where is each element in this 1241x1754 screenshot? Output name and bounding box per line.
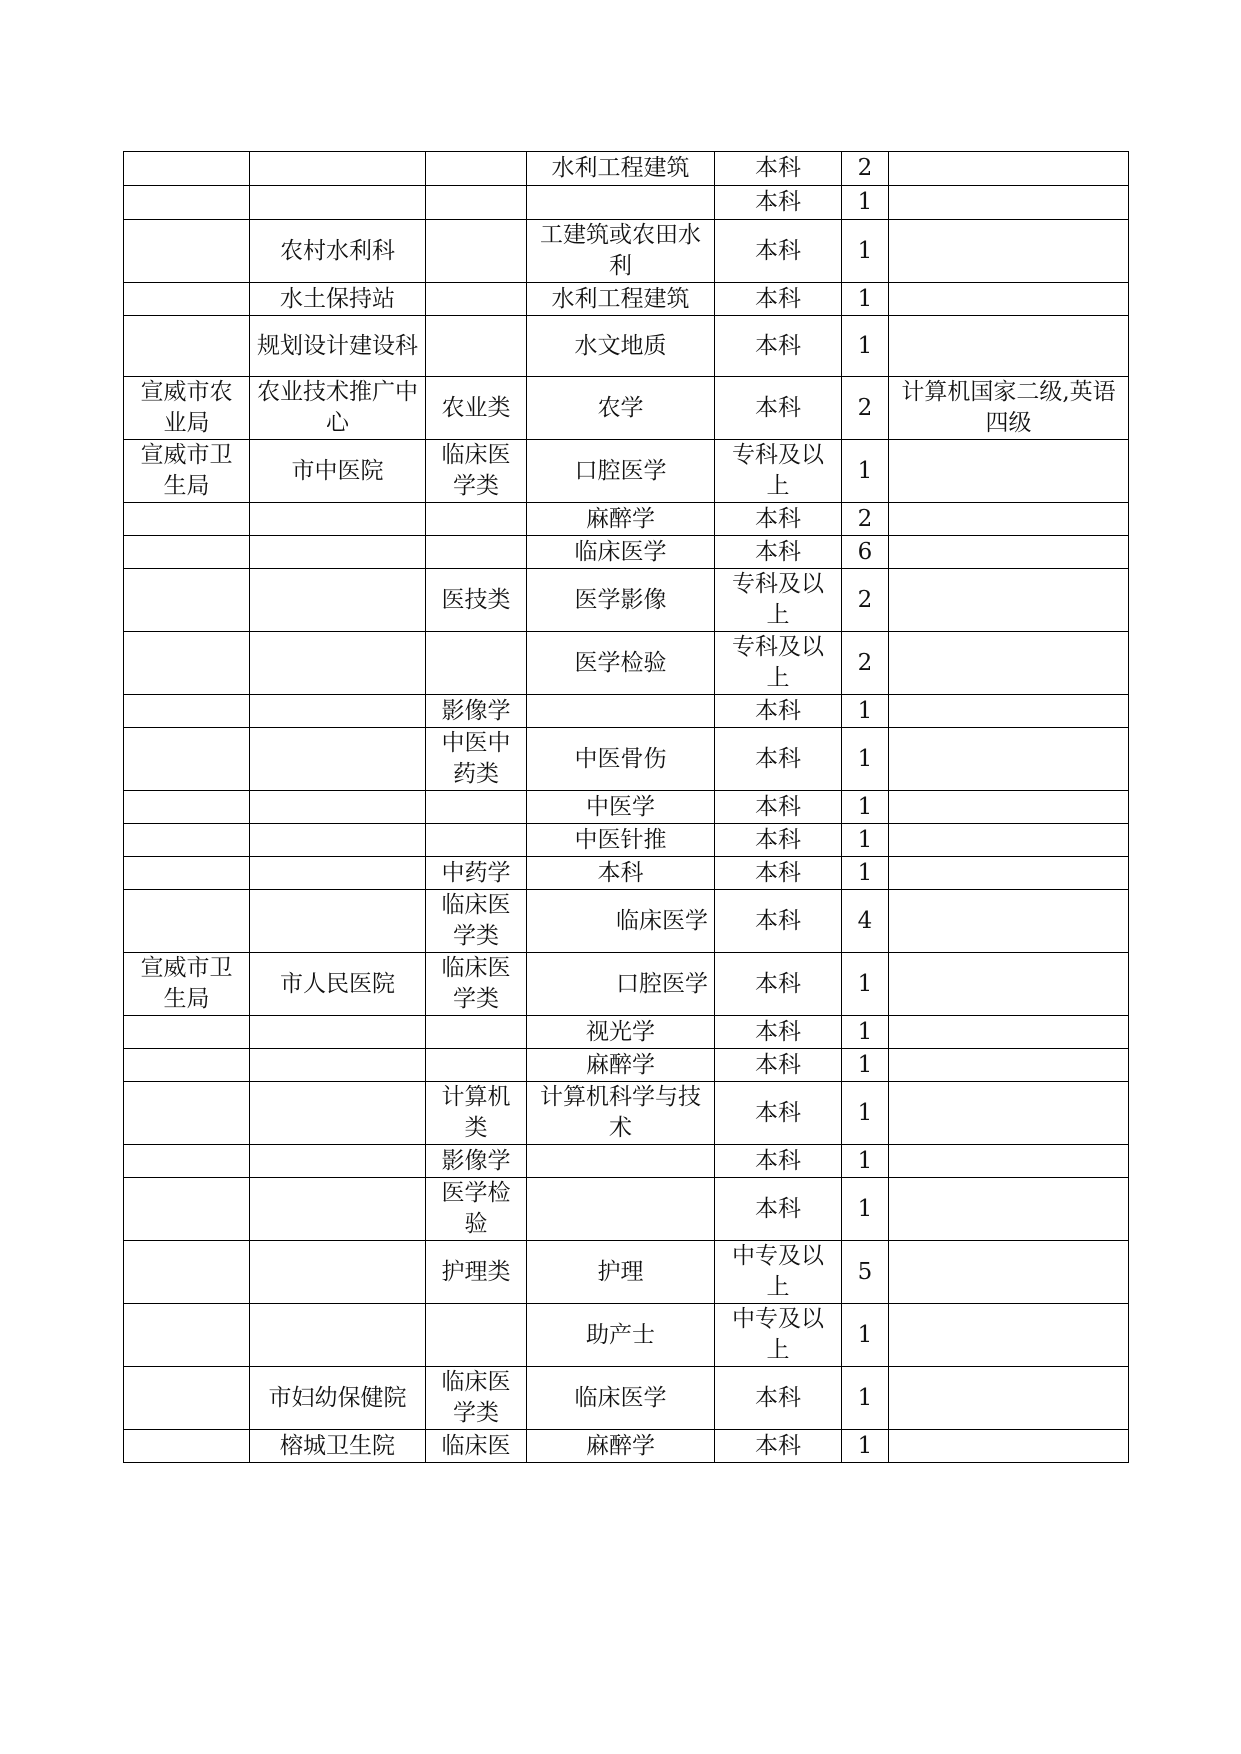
education-cell: 本科 bbox=[715, 377, 842, 440]
dept-cell bbox=[124, 569, 250, 632]
count-cell: 1 bbox=[842, 1049, 889, 1082]
count-cell: 1 bbox=[842, 728, 889, 791]
table-row bbox=[124, 695, 1129, 728]
table-row bbox=[124, 316, 1129, 377]
dept-cell bbox=[124, 1178, 250, 1241]
major-cell: 医学影像 bbox=[527, 569, 715, 632]
table-row bbox=[124, 857, 1129, 890]
count-cell: 1 bbox=[842, 1145, 889, 1178]
category-cell: 护理类 bbox=[426, 1241, 527, 1304]
dept-cell bbox=[124, 1241, 250, 1304]
table-row bbox=[124, 1178, 1129, 1241]
category-cell: 影像学 bbox=[426, 695, 527, 728]
notes-cell bbox=[889, 1016, 1129, 1049]
education-cell: 本科 bbox=[715, 695, 842, 728]
major-cell: 水利工程建筑 bbox=[527, 152, 715, 186]
unit-cell bbox=[250, 1049, 426, 1082]
table-row bbox=[124, 632, 1129, 695]
unit-cell bbox=[250, 728, 426, 791]
education-cell: 本科 bbox=[715, 953, 842, 1016]
education-cell: 本科 bbox=[715, 316, 842, 377]
education-cell: 本科 bbox=[715, 890, 842, 953]
count-cell: 2 bbox=[842, 569, 889, 632]
unit-cell bbox=[250, 152, 426, 186]
count-cell: 2 bbox=[842, 503, 889, 536]
table-row bbox=[124, 1241, 1129, 1304]
unit-cell: 市中医院 bbox=[250, 440, 426, 503]
unit-cell bbox=[250, 1304, 426, 1367]
unit-cell bbox=[250, 632, 426, 695]
category-cell bbox=[426, 1304, 527, 1367]
major-cell bbox=[527, 1145, 715, 1178]
category-cell: 临床医学类 bbox=[426, 890, 527, 953]
education-cell: 本科 bbox=[715, 1049, 842, 1082]
table-row bbox=[124, 824, 1129, 857]
unit-cell: 市人民医院 bbox=[250, 953, 426, 1016]
count-cell: 1 bbox=[842, 1178, 889, 1241]
recruitment-table bbox=[123, 151, 1129, 1463]
education-cell: 专科及以上 bbox=[715, 632, 842, 695]
count-cell: 2 bbox=[842, 152, 889, 186]
count-cell: 1 bbox=[842, 316, 889, 377]
table-row bbox=[124, 953, 1129, 1016]
count-cell: 1 bbox=[842, 695, 889, 728]
unit-cell: 农业技术推广中心 bbox=[250, 377, 426, 440]
unit-cell: 农村水利科 bbox=[250, 220, 426, 283]
unit-cell bbox=[250, 1178, 426, 1241]
table-row bbox=[124, 503, 1129, 536]
education-cell: 本科 bbox=[715, 791, 842, 824]
notes-cell bbox=[889, 503, 1129, 536]
notes-cell bbox=[889, 220, 1129, 283]
major-cell: 临床医学 bbox=[527, 890, 715, 953]
major-cell: 医学检验 bbox=[527, 632, 715, 695]
major-cell: 临床医学 bbox=[527, 1367, 715, 1430]
table-row bbox=[124, 890, 1129, 953]
notes-cell bbox=[889, 857, 1129, 890]
category-cell bbox=[426, 220, 527, 283]
count-cell: 1 bbox=[842, 440, 889, 503]
table-row bbox=[124, 791, 1129, 824]
dept-cell bbox=[124, 1145, 250, 1178]
dept-cell bbox=[124, 503, 250, 536]
dept-cell bbox=[124, 220, 250, 283]
count-cell: 2 bbox=[842, 632, 889, 695]
unit-cell: 水土保持站 bbox=[250, 283, 426, 316]
category-cell: 临床医学类 bbox=[426, 440, 527, 503]
education-cell: 本科 bbox=[715, 503, 842, 536]
count-cell: 1 bbox=[842, 1367, 889, 1430]
category-cell: 中药学 bbox=[426, 857, 527, 890]
dept-cell bbox=[124, 316, 250, 377]
major-cell: 临床医学 bbox=[527, 536, 715, 569]
education-cell: 本科 bbox=[715, 1178, 842, 1241]
count-cell: 1 bbox=[842, 953, 889, 1016]
education-cell: 专科及以上 bbox=[715, 569, 842, 632]
category-cell: 影像学 bbox=[426, 1145, 527, 1178]
major-cell bbox=[527, 695, 715, 728]
notes-cell bbox=[889, 695, 1129, 728]
major-cell bbox=[527, 186, 715, 220]
table-row bbox=[124, 1016, 1129, 1049]
dept-cell bbox=[124, 1304, 250, 1367]
table-row bbox=[124, 1145, 1129, 1178]
count-cell: 2 bbox=[842, 377, 889, 440]
dept-cell bbox=[124, 1016, 250, 1049]
education-cell: 本科 bbox=[715, 283, 842, 316]
table-row bbox=[124, 186, 1129, 220]
unit-cell bbox=[250, 695, 426, 728]
dept-cell bbox=[124, 1430, 250, 1463]
education-cell: 本科 bbox=[715, 728, 842, 791]
category-cell bbox=[426, 152, 527, 186]
major-cell: 水利工程建筑 bbox=[527, 283, 715, 316]
unit-cell bbox=[250, 791, 426, 824]
table-row bbox=[124, 283, 1129, 316]
education-cell: 中专及以上 bbox=[715, 1304, 842, 1367]
notes-cell bbox=[889, 1367, 1129, 1430]
table-row bbox=[124, 728, 1129, 791]
unit-cell: 榕城卫生院 bbox=[250, 1430, 426, 1463]
table-row bbox=[124, 1430, 1129, 1463]
unit-cell bbox=[250, 569, 426, 632]
table-row bbox=[124, 1049, 1129, 1082]
notes-cell: 计算机国家二级,英语四级 bbox=[889, 377, 1129, 440]
major-cell: 视光学 bbox=[527, 1016, 715, 1049]
notes-cell bbox=[889, 1304, 1129, 1367]
dept-cell: 宣威市农业局 bbox=[124, 377, 250, 440]
unit-cell bbox=[250, 1241, 426, 1304]
category-cell bbox=[426, 283, 527, 316]
notes-cell bbox=[889, 728, 1129, 791]
count-cell: 1 bbox=[842, 857, 889, 890]
category-cell: 中医中药类 bbox=[426, 728, 527, 791]
count-cell: 6 bbox=[842, 536, 889, 569]
unit-cell bbox=[250, 536, 426, 569]
notes-cell bbox=[889, 890, 1129, 953]
category-cell bbox=[426, 824, 527, 857]
count-cell: 1 bbox=[842, 283, 889, 316]
count-cell: 1 bbox=[842, 220, 889, 283]
table-row bbox=[124, 569, 1129, 632]
unit-cell bbox=[250, 503, 426, 536]
count-cell: 1 bbox=[842, 1082, 889, 1145]
table-row bbox=[124, 220, 1129, 283]
major-cell: 中医学 bbox=[527, 791, 715, 824]
dept-cell bbox=[124, 1082, 250, 1145]
count-cell: 1 bbox=[842, 824, 889, 857]
category-cell bbox=[426, 1049, 527, 1082]
category-cell: 医学检验 bbox=[426, 1178, 527, 1241]
major-cell: 计算机科学与技术 bbox=[527, 1082, 715, 1145]
education-cell: 本科 bbox=[715, 1367, 842, 1430]
table-row bbox=[124, 1367, 1129, 1430]
unit-cell bbox=[250, 1145, 426, 1178]
dept-cell bbox=[124, 824, 250, 857]
table-row bbox=[124, 377, 1129, 440]
major-cell: 农学 bbox=[527, 377, 715, 440]
notes-cell bbox=[889, 1430, 1129, 1463]
education-cell: 本科 bbox=[715, 152, 842, 186]
table-row bbox=[124, 536, 1129, 569]
dept-cell bbox=[124, 186, 250, 220]
dept-cell bbox=[124, 791, 250, 824]
major-cell: 麻醉学 bbox=[527, 1430, 715, 1463]
category-cell: 临床医 bbox=[426, 1430, 527, 1463]
table-row bbox=[124, 1082, 1129, 1145]
notes-cell bbox=[889, 1241, 1129, 1304]
notes-cell bbox=[889, 632, 1129, 695]
notes-cell bbox=[889, 1049, 1129, 1082]
notes-cell bbox=[889, 791, 1129, 824]
unit-cell bbox=[250, 824, 426, 857]
education-cell: 本科 bbox=[715, 1430, 842, 1463]
notes-cell bbox=[889, 440, 1129, 503]
major-cell: 口腔医学 bbox=[527, 953, 715, 1016]
major-cell bbox=[527, 1178, 715, 1241]
category-cell: 计算机类 bbox=[426, 1082, 527, 1145]
notes-cell bbox=[889, 824, 1129, 857]
major-cell: 助产士 bbox=[527, 1304, 715, 1367]
count-cell: 5 bbox=[842, 1241, 889, 1304]
education-cell: 本科 bbox=[715, 536, 842, 569]
education-cell: 中专及以上 bbox=[715, 1241, 842, 1304]
education-cell: 本科 bbox=[715, 186, 842, 220]
dept-cell bbox=[124, 632, 250, 695]
unit-cell: 规划设计建设科 bbox=[250, 316, 426, 377]
count-cell: 1 bbox=[842, 186, 889, 220]
education-cell: 本科 bbox=[715, 1082, 842, 1145]
notes-cell bbox=[889, 536, 1129, 569]
major-cell: 本科 bbox=[527, 857, 715, 890]
notes-cell bbox=[889, 1145, 1129, 1178]
notes-cell bbox=[889, 186, 1129, 220]
unit-cell bbox=[250, 890, 426, 953]
education-cell: 本科 bbox=[715, 824, 842, 857]
notes-cell bbox=[889, 953, 1129, 1016]
category-cell bbox=[426, 503, 527, 536]
category-cell: 医技类 bbox=[426, 569, 527, 632]
category-cell bbox=[426, 316, 527, 377]
notes-cell bbox=[889, 569, 1129, 632]
major-cell: 麻醉学 bbox=[527, 503, 715, 536]
dept-cell bbox=[124, 890, 250, 953]
category-cell: 临床医学类 bbox=[426, 953, 527, 1016]
education-cell: 本科 bbox=[715, 1145, 842, 1178]
unit-cell bbox=[250, 186, 426, 220]
major-cell: 工建筑或农田水利 bbox=[527, 220, 715, 283]
dept-cell bbox=[124, 728, 250, 791]
major-cell: 口腔医学 bbox=[527, 440, 715, 503]
dept-cell bbox=[124, 1367, 250, 1430]
category-cell bbox=[426, 632, 527, 695]
dept-cell bbox=[124, 695, 250, 728]
dept-cell bbox=[124, 1049, 250, 1082]
notes-cell bbox=[889, 316, 1129, 377]
dept-cell bbox=[124, 536, 250, 569]
notes-cell bbox=[889, 1082, 1129, 1145]
category-cell: 农业类 bbox=[426, 377, 527, 440]
category-cell bbox=[426, 536, 527, 569]
education-cell: 本科 bbox=[715, 857, 842, 890]
count-cell: 1 bbox=[842, 791, 889, 824]
dept-cell bbox=[124, 283, 250, 316]
notes-cell bbox=[889, 1178, 1129, 1241]
category-cell: 临床医学类 bbox=[426, 1367, 527, 1430]
dept-cell: 宣威市卫生局 bbox=[124, 440, 250, 503]
dept-cell: 宣威市卫生局 bbox=[124, 953, 250, 1016]
unit-cell bbox=[250, 1082, 426, 1145]
major-cell: 护理 bbox=[527, 1241, 715, 1304]
unit-cell: 市妇幼保健院 bbox=[250, 1367, 426, 1430]
table-row bbox=[124, 152, 1129, 186]
major-cell: 水文地质 bbox=[527, 316, 715, 377]
table-row bbox=[124, 440, 1129, 503]
notes-cell bbox=[889, 152, 1129, 186]
count-cell: 1 bbox=[842, 1430, 889, 1463]
education-cell: 专科及以上 bbox=[715, 440, 842, 503]
major-cell: 麻醉学 bbox=[527, 1049, 715, 1082]
table-body bbox=[124, 152, 1129, 1463]
major-cell: 中医针推 bbox=[527, 824, 715, 857]
notes-cell bbox=[889, 283, 1129, 316]
category-cell bbox=[426, 1016, 527, 1049]
dept-cell bbox=[124, 152, 250, 186]
dept-cell bbox=[124, 857, 250, 890]
count-cell: 4 bbox=[842, 890, 889, 953]
count-cell: 1 bbox=[842, 1016, 889, 1049]
category-cell bbox=[426, 791, 527, 824]
table-row bbox=[124, 1304, 1129, 1367]
education-cell: 本科 bbox=[715, 220, 842, 283]
major-cell: 中医骨伤 bbox=[527, 728, 715, 791]
count-cell: 1 bbox=[842, 1304, 889, 1367]
education-cell: 本科 bbox=[715, 1016, 842, 1049]
unit-cell bbox=[250, 1016, 426, 1049]
category-cell bbox=[426, 186, 527, 220]
unit-cell bbox=[250, 857, 426, 890]
